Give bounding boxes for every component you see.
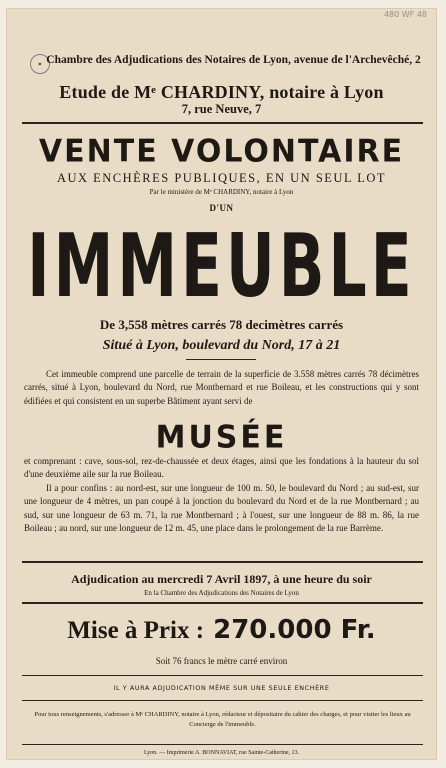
divider bbox=[22, 744, 423, 745]
library-stamp-icon: ● bbox=[30, 54, 50, 74]
encheres-subtitle: AUX ENCHÈRES PUBLIQUES, EN UN SEUL LOT bbox=[56, 171, 387, 185]
composition-paragraph: et comprenant : cave, sous-sol, rez-de-chaussée et deux étages, ainsi que les fondations à la hauteur du sol d'une deuxième aile sur la rue Boileau. bbox=[24, 456, 419, 480]
confins-paragraph: Il a pour confins : au nord-est, sur une longueur de 100 m. 50, le boulevard du Nord ; au sud-est, sur une longueur de 4 mètres, un pan coupé à la jonction du boulevard du Nord et de la rue Montbernard ; au sud, sur une longueur de 63 m. 71, la rue Montbernard ; à l'ouest, sur une longueur de 88 m. 86, la rue Boileau ; au nord, sur une longueur de 12 m. 45, une place dans le prolongement de la rue Barrème. bbox=[24, 483, 419, 534]
divider bbox=[22, 700, 423, 701]
description-paragraph: Cet immeuble comprend une parcelle de terrain de la superficie de 3.558 mètres carrés 78 décimètres carrés, situé à Lyon, boulevard du Nord, rue Montbernard et rue Boileau, et les constructions qui y sont édifiées et qui consistent en un superbe Bâtiment ayant servi de bbox=[24, 369, 419, 406]
divider bbox=[22, 561, 423, 563]
surface-line: De 3,558 mètres carrés 78 decimètres carrés bbox=[99, 317, 344, 332]
shelf-mark: 480 WF 48 bbox=[383, 10, 427, 19]
divider bbox=[22, 602, 423, 604]
printer-line: Lyon. — Imprimerie A. BONNAVIAT, rue Sainte-Catherine, 13. bbox=[143, 750, 300, 756]
etude-heading: Etude de Mᵉ CHARDINY, notaire à Lyon bbox=[59, 82, 384, 102]
adjudication-date: Adjudication au mercredi 7 Avril 1897, à une heure du soir bbox=[71, 572, 372, 586]
musee-heading: MUSÉE bbox=[155, 419, 288, 456]
adjudication-location: En la Chambre des Adjudications des Notaires de Lyon bbox=[144, 589, 299, 597]
dun-label: D'UN bbox=[209, 203, 234, 213]
mise-label: Mise à Prix : bbox=[67, 617, 205, 644]
auction-poster bbox=[6, 8, 437, 760]
vente-title: VENTE VOLONTAIRE bbox=[38, 133, 405, 170]
mise-amount: 270.000 Fr. bbox=[213, 615, 376, 645]
mise-a-prix bbox=[6, 615, 437, 645]
contact-info: Pour tous renseignements, s'adresser à Mᵉ CHARDINY, notaire à Lyon, rédacteur et dépositaire du cahier des charges, et pour visiter les lieux au Concierge de l'immeuble. bbox=[34, 711, 411, 728]
divider bbox=[22, 122, 423, 124]
etude-address: 7, rue Neuve, 7 bbox=[181, 102, 262, 116]
price-per-meter: Soit 76 francs le mètre carré environ bbox=[155, 656, 288, 666]
chambre-header: Chambre des Adjudications des Notaires de Lyon, avenue de l'Archevêché, 2 bbox=[46, 54, 421, 66]
immeuble-title: IMMEUBLE bbox=[27, 216, 416, 318]
divider bbox=[22, 675, 423, 676]
ministere-line: Par le ministère de Mᵉ CHARDINY, notaire à Lyon bbox=[149, 188, 294, 196]
location-line: Situé à Lyon, boulevard du Nord, 17 à 21 bbox=[102, 338, 341, 353]
short-divider bbox=[186, 359, 256, 360]
single-bid-notice: IL Y AURA ADJUDICATION MÊME SUR UNE SEULE ENCHÈRE bbox=[113, 684, 330, 692]
